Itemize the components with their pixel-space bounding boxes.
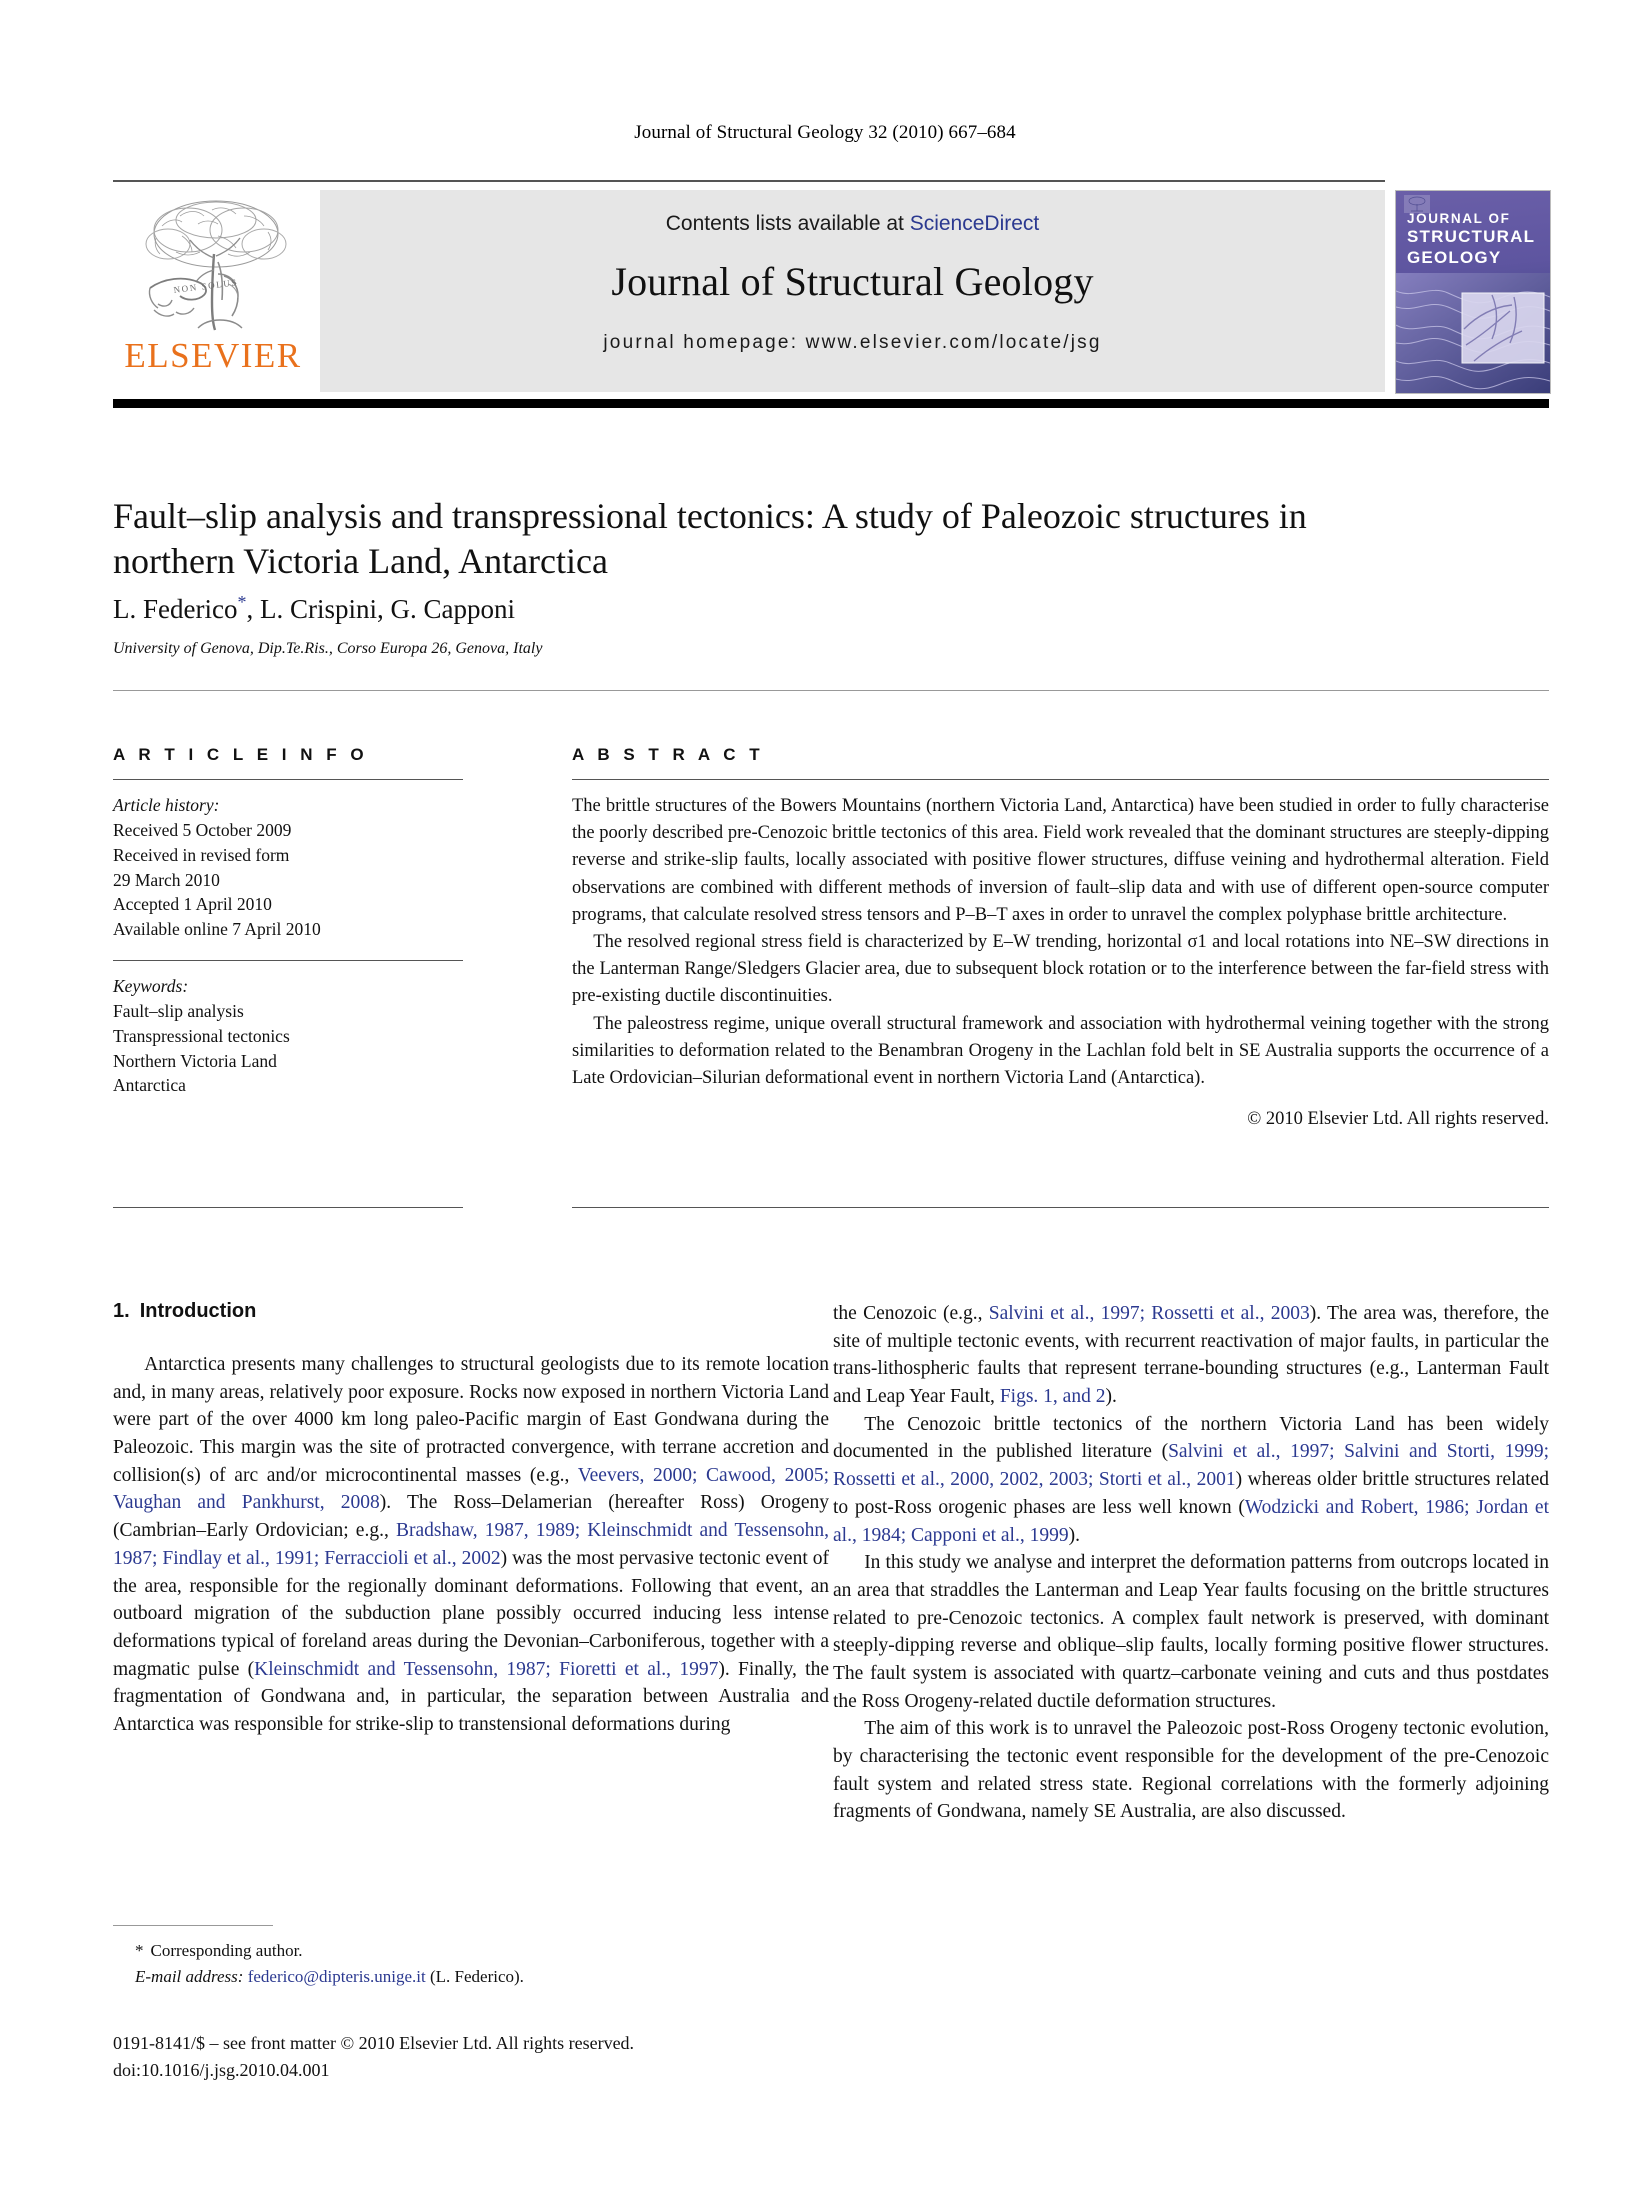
intro-paragraph: In this study we analyse and interpret the deformation patterns from outcrops located in an area that straddles the Lanterman and Leap Year faults focusing on the brittle structures related to pre-Cenozoic tectonics. A complex fault network is preserved, with dominant steeply-dipping reverse and oblique–slip faults, locally forming positive flower structures. The fault system is associated with quartz–carbonate veining and cuts and thus postdates the Ross Orogeny-related ductile deformation structures. bbox=[833, 1552, 1549, 1712]
affiliation: University of Genova, Dip.Te.Ris., Corso Europa 26, Genova, Italy bbox=[113, 640, 543, 657]
section-heading-introduction bbox=[113, 1300, 829, 1323]
author-list: L. Federico*, L. Crispini, G. Capponi bbox=[113, 592, 515, 624]
abstract-paragraph: The resolved regional stress field is characterized by E–W trending, horizontal σ1 and local rotations into NE–SW directions in the Lanterman Range/Sledgers Glacier area, due to subsequent block rotation or to the interference between the far-field stress with pre-existing ductile discontinuities. bbox=[572, 931, 1549, 1007]
contents-prefix: Contents lists available at bbox=[665, 212, 910, 235]
front-matter-line: 0191-8141/$ – see front matter © 2010 Elsevier Ltd. All rights reserved. bbox=[113, 2033, 635, 2053]
history-item: Received 5 October 2009 bbox=[113, 819, 292, 840]
corresponding-author-note bbox=[113, 1938, 829, 1964]
abstract-rule bbox=[572, 779, 1549, 780]
running-head: Journal of Structural Geology 32 (2010) 667–684 bbox=[634, 122, 1016, 143]
email-link[interactable]: federico@dipteris.unige.it bbox=[247, 1966, 426, 1986]
history-item: Received in revised form bbox=[113, 844, 290, 865]
abstract-paragraph: The brittle structures of the Bowers Mountains (northern Victoria Land, Antarctica) have been studied in order to fully characterise the poorly described pre-Cenozoic brittle tectonics of this area. Field work revealed that the dominant structures are steeply-dipping reverse and strike-slip faults, locally associated with positive flower structures, diffuse veining and hydrothermal alteration. Field observations are combined with different methods of inversion of fault–slip data and with use of different open-source computer programs, that calculate resolved stress tensors and P–B–T axes in order to unravel the complex polyphase brittle architecture. bbox=[572, 796, 1549, 925]
article-info-heading: A R T I C L E I N F O bbox=[113, 745, 369, 764]
abstract-body bbox=[572, 793, 1549, 1133]
intro-paragraph: Antarctica presents many challenges to structural geologists due to its remote location and, in many areas, relatively poor exposure. Rocks now exposed in northern Victoria Land were part of the over 4000 km long paleo-Pacific margin of East Gondwana during the Paleozoic. This margin was the site of protracted convergence, with terrane accretion and collision(s) of arc and/or microcontinental masses (e.g., Veevers, 2000; Cawood, 2005; Vaughan and Pankhurst, 2008). The Ross–Delamerian (hereafter Ross) Orogeny (Cambrian–Early Ordovician; e.g., Bradshaw, 1987, 1989; Kleinschmidt and Tessensohn, 1987; Findlay et al., 1991; Ferraccioli et al., 2002) was the most pervasive tectonic event of the area, responsible for the regionally dominant deformations. Following that event, an outboard migration of the subduction plane possibly occurred inducing less intense deformations typical of foreland areas during the Devonian–Carboniferous, together with a magmatic pulse (Kleinschmidt and Tessensohn, 1987; Fioretti et al., 1997). Finally, the fragmentation of Gondwana and, in particular, the separation between Australia and Antarctica was responsible for strike-slip to transtensional deformations during bbox=[113, 1354, 829, 1735]
elsevier-logo bbox=[113, 190, 313, 395]
abstract-heading: A B S T R A C T bbox=[572, 745, 765, 764]
email-label: E-mail address: bbox=[135, 1966, 244, 1986]
keywords-rule bbox=[113, 960, 463, 961]
masthead-band bbox=[320, 190, 1385, 392]
footnote-block bbox=[113, 1938, 829, 1989]
intro-paragraph: The aim of this work is to unravel the Paleozoic post-Ross Orogeny tectonic evolution, by characterising the tectonic event responsible for the development of the pre-Cenozoic fault system and related stress state. Regional correlations with the formerly adjoining fragments of Gondwana, namely SE Australia, are also discussed. bbox=[833, 1718, 1549, 1823]
email-suffix: (L. Federico). bbox=[430, 1966, 524, 1986]
abstract-copyright: © 2010 Elsevier Ltd. All rights reserved. bbox=[1247, 1109, 1549, 1130]
history-item: Accepted 1 April 2010 bbox=[113, 894, 272, 915]
abstract-paragraph: The paleostress regime, unique overall structural framework and association with hydrothermal veining together with the strong similarities to deformation related to the Benambran Orogeny in the Lachlan fold belt in SE Australia supports the occurrence of a Late Ordovician–Silurian deformational event in northern Victoria Land (Antarctica). bbox=[572, 1013, 1549, 1088]
article-info-rule bbox=[113, 779, 463, 780]
masthead-black-bar bbox=[113, 399, 1549, 408]
history-item: Available online 7 April 2010 bbox=[113, 919, 321, 940]
keywords-label: Keywords: bbox=[113, 976, 189, 997]
intro-paragraph: the Cenozoic (e.g., Salvini et al., 1997; Rossetti et al., 2003). The area was, therefore, the site of multiple tectonic events, with recurrent reactivation of major faults, in particular the trans-lithospheric faults that represent terrane-bounding structures (e.g., Lanterman Fault and Leap Year Fault, Figs. 1, and 2). bbox=[833, 1303, 1549, 1408]
corresponding-author-text: Corresponding author. bbox=[150, 1941, 303, 1960]
abstract-bottom-rule bbox=[572, 1207, 1549, 1208]
article-history bbox=[113, 793, 463, 942]
elsevier-wordmark: ELSEVIER bbox=[124, 336, 302, 375]
cover-line-2: STRUCTURAL bbox=[1407, 227, 1536, 247]
body-column-right bbox=[833, 1300, 1549, 1826]
abstract-section bbox=[572, 745, 1549, 1133]
article-info-section bbox=[113, 745, 463, 1098]
keyword-item: Transpressional tectonics bbox=[113, 1025, 290, 1046]
keyword-item: Fault–slip analysis bbox=[113, 1000, 244, 1021]
masthead bbox=[113, 190, 1549, 395]
history-item: 29 March 2010 bbox=[113, 869, 220, 890]
cover-line-1: JOURNAL OF bbox=[1407, 211, 1511, 226]
section-number: 1. bbox=[113, 1300, 130, 1322]
svg-text:NON SOLUS: NON SOLUS bbox=[173, 277, 239, 295]
keyword-item: Northern Victoria Land bbox=[113, 1050, 277, 1071]
cover-artwork bbox=[1396, 273, 1550, 393]
page-title: Fault–slip analysis and transpressional tectonics: A study of Paleozoic structures in northern Victoria Land, Antarctica bbox=[113, 496, 1307, 581]
contents-line bbox=[320, 212, 1385, 236]
keyword-item: Antarctica bbox=[113, 1075, 186, 1096]
cover-line-3: GEOLOGY bbox=[1407, 248, 1502, 268]
journal-homepage-link[interactable]: journal homepage: www.elsevier.com/locate/jsg bbox=[603, 332, 1102, 353]
masthead-top-rule bbox=[113, 180, 1385, 182]
keywords-block bbox=[113, 974, 463, 1098]
title-bottom-rule bbox=[113, 690, 1549, 691]
journal-cover-thumbnail[interactable] bbox=[1395, 190, 1551, 394]
asterisk-icon: * bbox=[135, 1941, 144, 1960]
journal-title: Journal of Structural Geology bbox=[611, 259, 1094, 304]
footnote-rule bbox=[113, 1925, 273, 1926]
doi-line[interactable]: doi:10.1016/j.jsg.2010.04.001 bbox=[113, 2060, 330, 2080]
sciencedirect-link[interactable]: ScienceDirect bbox=[909, 212, 1040, 235]
elsevier-tree-icon bbox=[128, 192, 298, 332]
email-note bbox=[113, 1964, 829, 1990]
page-footer bbox=[113, 2030, 1013, 2084]
section-title: Introduction bbox=[139, 1300, 257, 1322]
article-history-label: Article history: bbox=[113, 795, 220, 815]
cover-title bbox=[1407, 211, 1539, 269]
body-column-left bbox=[113, 1300, 829, 1739]
article-info-bottom-rule bbox=[113, 1207, 463, 1208]
intro-paragraph: The Cenozoic brittle tectonics of the northern Victoria Land has been widely documented in the published literature (Salvini et al., 1997; Salvini and Storti, 1999; Rossetti et al., 2000, 2002, 2003; Storti et al., 2001) whereas older brittle structures related to post-Ross orogenic phases are less well known (Wodzicki and Robert, 1986; Jordan et al., 1984; Capponi et al., 1999). bbox=[833, 1413, 1549, 1546]
